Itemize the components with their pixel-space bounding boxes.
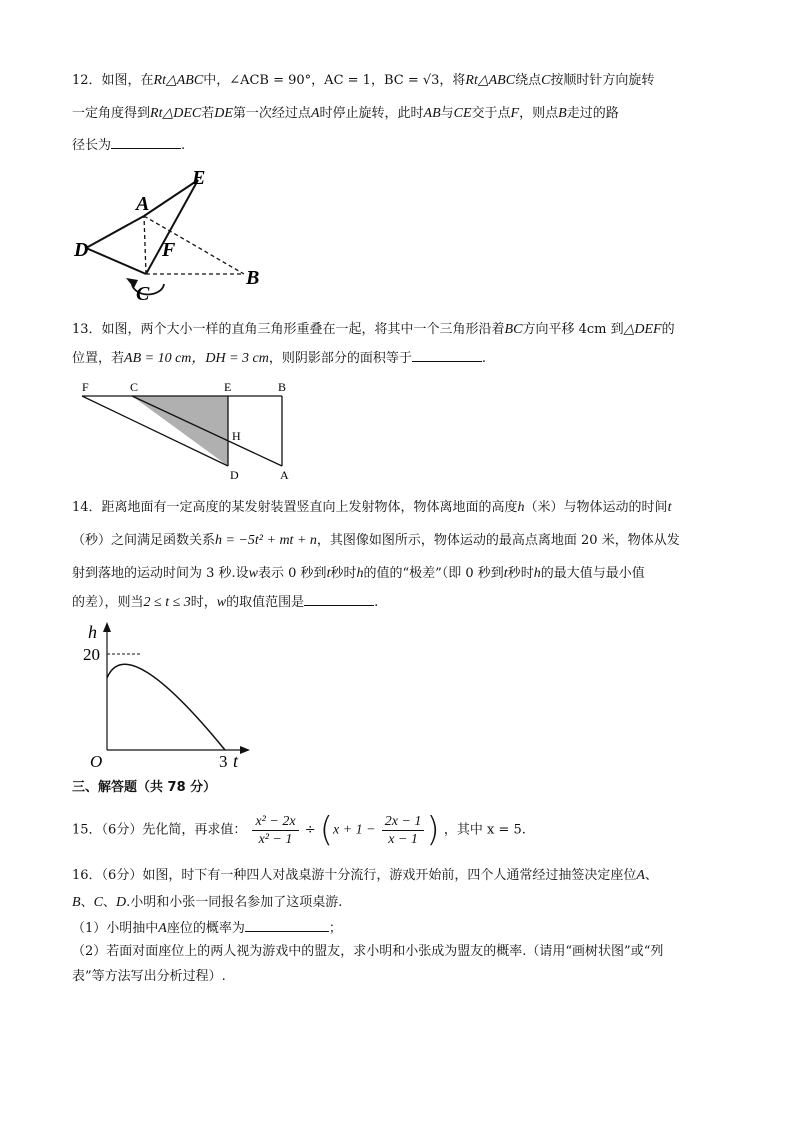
label-A: A [280,468,289,482]
math: B [72,895,81,910]
text: 的差），则当 [72,595,144,610]
q16-line-1 [72,866,658,886]
q14-line-3 [72,564,645,584]
math: Rt△ABC [153,73,204,88]
seg-AE [144,180,198,216]
math: CE [453,106,472,121]
math: C [93,895,103,910]
answer-blank[interactable] [245,917,329,932]
text: 按顺时针方向旋转 [550,73,655,88]
text: ，则阴影部分的面积等于 [268,351,412,366]
math: AB [423,106,441,121]
text: 、 [644,868,658,883]
math: F [510,106,520,121]
seg-CA [144,216,146,274]
text: 时停止旋转，此时 [319,106,424,121]
text: 秒时 [330,566,357,581]
text: 方向平移 4cm 到 [522,322,624,337]
label-F: F [162,239,176,261]
text: 位置，若 [72,351,125,366]
q14-line-2 [72,531,680,551]
text: . [181,138,186,153]
answer-blank[interactable] [111,134,181,149]
text: 中，∠ACB = 90°，AC = 1，BC = √3，将 [203,73,466,88]
section-title: 三、解答题（共 78 分） [72,780,217,795]
math: A [310,106,320,121]
text: . [481,351,487,366]
math: A [636,868,645,883]
y-axis-arrow-icon [103,622,111,632]
q16-line-4 [72,942,663,962]
math: t [503,566,508,581]
text: 表示 0 秒到 [258,566,327,581]
fraction-2 [382,813,425,848]
q12-line-2 [72,104,619,124]
left-paren: ( [319,810,333,850]
text: 第一次经过点 [232,106,311,121]
math: t [326,566,331,581]
q14-graph [80,616,260,772]
math: h [517,500,525,515]
x-axis-label: t [233,751,239,771]
q12-line-1 [72,71,654,91]
text: ，其中 x = 5. [443,822,526,838]
x-tick-3: 3 [219,752,228,771]
seg-DA [86,216,144,248]
text: 一定角度得到 [72,106,151,121]
text: ，则点 [519,106,559,121]
q13-line-2 [72,347,486,369]
text: 、 [80,895,94,910]
divide-sign: ÷ [304,822,316,838]
q13-line-1 [72,320,675,340]
text: 与 [440,106,454,121]
shaded-region [132,396,228,466]
text: .小明和小张一同报名参加了这项桌游. [126,895,343,910]
text: 、 [102,895,116,910]
text: 秒时 [507,566,534,581]
denominator: x − 1 [388,831,418,847]
label-D: D [230,468,239,482]
math: AB = 10 cm，DH = 3 cm [124,351,269,366]
text: 径长为 [72,138,112,153]
text: （1）小明抽中 [72,921,159,936]
seg-AB [144,216,244,274]
math: C [541,73,551,88]
q16-line-5 [72,967,226,987]
text: （秒）之间满足函数关系 [72,533,216,548]
math: DE [214,106,233,121]
text: 座位的概率为 [166,921,245,936]
answer-blank[interactable] [412,347,482,362]
q14-line-4 [72,591,378,613]
label-C: C [136,283,150,305]
math: h [356,566,364,581]
answer-blank[interactable] [304,591,374,606]
math: Rt△ABC [465,73,516,88]
math: △DEF [623,322,662,337]
numerator: x² − 2x [252,813,298,831]
text: 表”等方法写出分析过程）. [72,969,226,984]
label-E: E [192,167,206,189]
label-E: E [224,380,232,394]
q12-figure [72,160,272,308]
label-F: F [82,380,89,394]
label-B: B [246,267,260,289]
math: x + 1 − [333,822,376,838]
label-C: C [130,380,139,394]
math: w [216,595,227,610]
text: 若 [201,106,215,121]
origin-label: O [90,752,103,771]
math: Rt△DEC [150,106,202,121]
text: 时， [190,595,217,610]
label-A: A [136,193,150,215]
text: 13．如图，两个大小一样的直角三角形重叠在一起，将其中一个三角形沿着 [72,322,505,337]
y-tick-20: 20 [83,645,100,664]
q12-line-3 [72,134,185,156]
q16-line-3 [72,917,342,939]
text: 的最大值与最小值 [540,566,645,581]
text: 的取值范围是 [226,595,305,610]
text: （米）与物体运动的时间 [524,500,668,515]
parabola-curve [107,664,225,750]
text: 交于点 [471,106,511,121]
text: 射到落地的运动时间为 3 秒.设 [72,566,249,581]
y-axis-label: h [88,622,97,642]
text: 绕点 [515,73,542,88]
text: 的值的“极差”（即 0 秒到 [363,566,504,581]
text: ； [328,921,342,936]
text: 15．（6分）先化简，再求值： [72,822,247,838]
text: ，其图像如图所示，物体运动的最高点离地面 20 米，物体从发 [316,533,680,548]
label-B: B [278,380,287,394]
q13-figure [72,378,302,482]
math: 2 ≤ t ≤ 3 [143,595,191,610]
math: A [158,921,167,936]
math: h = −5t² + mt + n [215,533,317,548]
math: w [248,566,259,581]
text: . [374,595,379,610]
seg-DC [86,248,146,274]
label-D: D [74,239,89,261]
q14-line-1 [72,498,671,518]
math: BC [504,322,523,337]
text: 12．如图，在 [72,73,154,88]
math: t [667,500,672,515]
math: D [115,895,127,910]
denominator: x² − 1 [258,831,293,847]
text: 的 [661,322,675,337]
q15-line [72,808,526,852]
q16-line-2 [72,893,342,913]
text: 14．距离地面有一定高度的某发射装置竖直向上发射物体，物体离地面的高度 [72,500,518,515]
text: 16．（6分）如图，时下有一种四人对战桌游十分流行，游戏开始前，四个人通常经过抽签决定座位 [72,868,637,883]
fraction-1 [252,813,298,848]
text: 走过的路 [566,106,619,121]
numerator: 2x − 1 [382,813,425,831]
x-axis-arrow-icon [240,746,250,754]
math: B [558,106,567,121]
label-H: H [232,429,241,443]
text: （2）若面对面座位上的两人视为游戏中的盟友，求小明和小张成为盟友的概率.（请用“画树状图”或“列 [72,944,664,959]
right-paren: ) [426,810,440,850]
math: h [533,566,541,581]
